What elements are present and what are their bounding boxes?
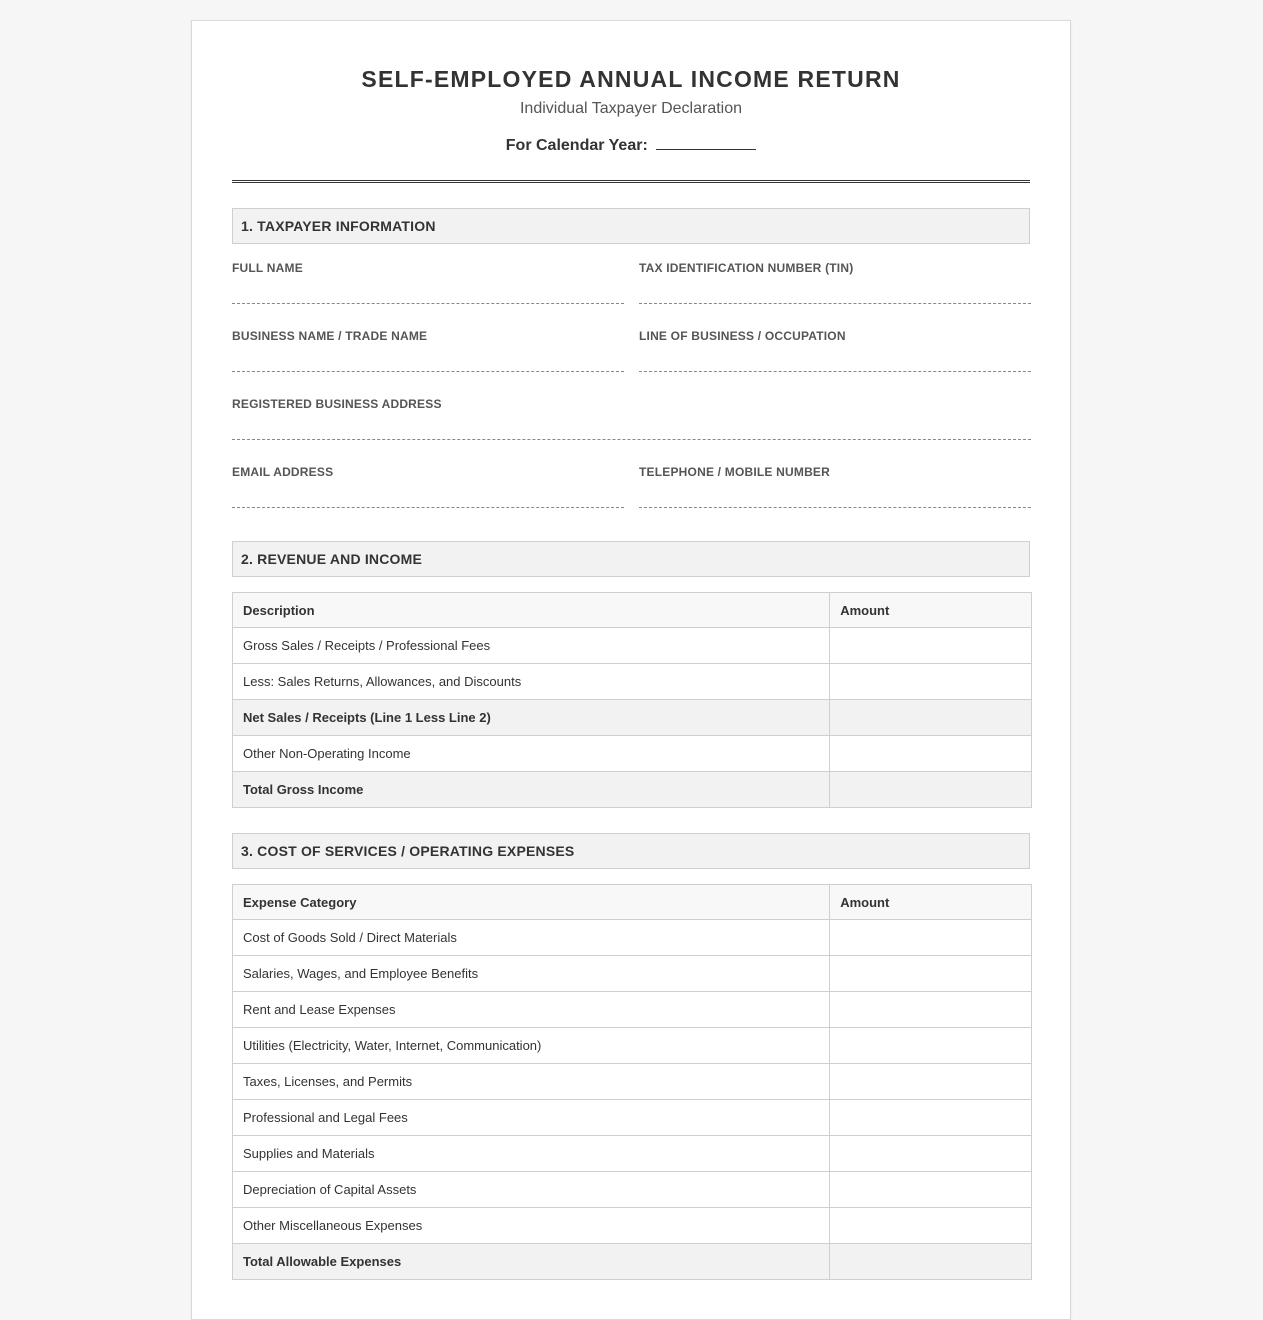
- calendar-year-field[interactable]: [656, 135, 756, 150]
- table-row: [233, 1028, 1032, 1064]
- telephone-label: TELEPHONE / MOBILE NUMBER: [639, 465, 831, 479]
- amount-cell[interactable]: [830, 992, 1032, 1028]
- section-taxpayer-information-heading: [232, 208, 1030, 244]
- subtotal-row: [233, 700, 1032, 736]
- table-row: [233, 628, 1032, 664]
- table-row: [233, 920, 1032, 956]
- column-header-description: Description: [233, 593, 830, 628]
- row-label: Gross Sales / Receipts / Professional Fees: [233, 628, 830, 664]
- tin-field[interactable]: [639, 244, 1031, 312]
- row-label: Other Non-Operating Income: [233, 736, 830, 772]
- section-heading-text: 3. COST OF SERVICES / OPERATING EXPENSES: [241, 843, 575, 859]
- amount-cell[interactable]: [830, 1064, 1032, 1100]
- table-row: [233, 992, 1032, 1028]
- row-label: Other Miscellaneous Expenses: [233, 1208, 830, 1244]
- email-field[interactable]: [232, 448, 624, 516]
- column-header-expense-category: Expense Category: [233, 885, 830, 920]
- row-label: Supplies and Materials: [233, 1136, 830, 1172]
- row-label: Total Gross Income: [233, 772, 830, 808]
- section-operating-expenses-heading: [232, 833, 1030, 869]
- full-name-label: FULL NAME: [232, 261, 303, 275]
- form-subtitle: Individual Taxpayer Declaration: [519, 100, 743, 117]
- table-header-row: [233, 885, 1032, 920]
- amount-cell[interactable]: [830, 628, 1032, 664]
- total-row: [233, 772, 1032, 808]
- table-row: [233, 956, 1032, 992]
- full-name-field[interactable]: [232, 244, 624, 312]
- telephone-field[interactable]: [639, 448, 1031, 516]
- amount-cell[interactable]: [830, 1172, 1032, 1208]
- row-label: Less: Sales Returns, Allowances, and Discounts: [233, 664, 830, 700]
- line-of-business-input-line[interactable]: [639, 371, 1031, 372]
- table-row: [233, 1100, 1032, 1136]
- table-row: [233, 1136, 1032, 1172]
- amount-cell[interactable]: [830, 1100, 1032, 1136]
- column-header-amount: Amount: [830, 593, 1032, 628]
- table-row: [233, 664, 1032, 700]
- column-header-amount: Amount: [830, 885, 1032, 920]
- row-label: Depreciation of Capital Assets: [233, 1172, 830, 1208]
- total-row: [233, 1244, 1032, 1280]
- section-heading-text: 1. TAXPAYER INFORMATION: [241, 218, 436, 234]
- amount-cell[interactable]: [830, 664, 1032, 700]
- business-name-field[interactable]: [232, 312, 624, 380]
- amount-cell[interactable]: [830, 1028, 1032, 1064]
- form-title: SELF-EMPLOYED ANNUAL INCOME RETURN: [361, 66, 901, 92]
- amount-cell[interactable]: [830, 1208, 1032, 1244]
- business-address-input-line[interactable]: [232, 439, 1031, 440]
- line-of-business-label: LINE OF BUSINESS / OCCUPATION: [639, 329, 846, 343]
- amount-cell[interactable]: [830, 736, 1032, 772]
- row-label: Taxes, Licenses, and Permits: [233, 1064, 830, 1100]
- row-label: Rent and Lease Expenses: [233, 992, 830, 1028]
- business-name-label: BUSINESS NAME / TRADE NAME: [232, 329, 428, 343]
- amount-cell[interactable]: [830, 772, 1032, 808]
- revenue-table: [232, 592, 1032, 808]
- row-label: Cost of Goods Sold / Direct Materials: [233, 920, 830, 956]
- row-label: Utilities (Electricity, Water, Internet, Communication): [233, 1028, 830, 1064]
- section-heading-text: 2. REVENUE AND INCOME: [241, 551, 423, 567]
- row-label: Professional and Legal Fees: [233, 1100, 830, 1136]
- amount-cell[interactable]: [830, 920, 1032, 956]
- tin-label: TAX IDENTIFICATION NUMBER (TIN): [639, 261, 854, 275]
- form-page: [191, 20, 1071, 1320]
- calendar-year-label: For Calendar Year:: [505, 137, 648, 154]
- email-input-line[interactable]: [232, 507, 624, 508]
- amount-cell[interactable]: [830, 956, 1032, 992]
- form-header: [232, 65, 1030, 156]
- row-label: Net Sales / Receipts (Line 1 Less Line 2): [233, 700, 830, 736]
- business-address-label: REGISTERED BUSINESS ADDRESS: [232, 397, 442, 411]
- full-name-input-line[interactable]: [232, 303, 624, 304]
- table-header-row: [233, 593, 1032, 628]
- table-row: [233, 1064, 1032, 1100]
- amount-cell[interactable]: [830, 1244, 1032, 1280]
- business-address-field[interactable]: [232, 380, 1031, 448]
- table-row: [233, 1172, 1032, 1208]
- calendar-year-row: [232, 135, 1030, 156]
- line-of-business-field[interactable]: [639, 312, 1031, 380]
- amount-cell[interactable]: [830, 700, 1032, 736]
- table-row: [233, 1208, 1032, 1244]
- expenses-table: [232, 884, 1032, 1280]
- telephone-input-line[interactable]: [639, 507, 1031, 508]
- tin-input-line[interactable]: [639, 303, 1031, 304]
- header-divider: [232, 180, 1030, 183]
- row-label: Total Allowable Expenses: [233, 1244, 830, 1280]
- table-row: [233, 736, 1032, 772]
- taxpayer-info-fields: [232, 244, 1030, 516]
- row-label: Salaries, Wages, and Employee Benefits: [233, 956, 830, 992]
- section-revenue-income-heading: [232, 541, 1030, 577]
- business-name-input-line[interactable]: [232, 371, 624, 372]
- amount-cell[interactable]: [830, 1136, 1032, 1172]
- email-label: EMAIL ADDRESS: [232, 465, 334, 479]
